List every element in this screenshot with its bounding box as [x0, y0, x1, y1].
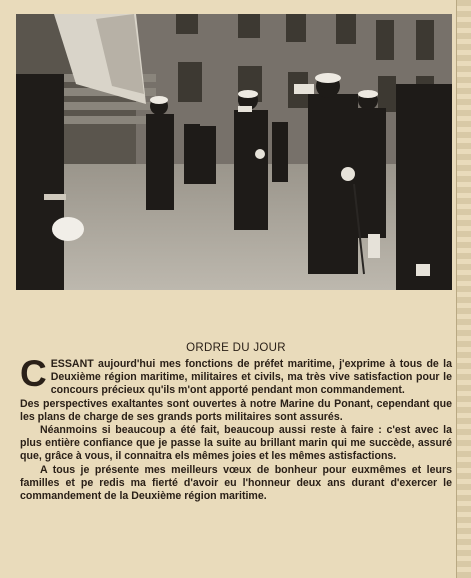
lead-word: ESSANT — [50, 358, 94, 370]
ceremony-photo — [16, 14, 452, 290]
drop-cap: C — [20, 353, 47, 394]
paragraph-3: Néanmoins si beaucoup a été fait, beaucoup aussi reste à faire : c'est avec la plus entière confiance que je passe la suite au brillant marin qui me succède, assuré que, grâce à vous, il connaitra els mêmes joies et les mêmes astisfactions. — [20, 424, 452, 463]
ceremony-photo-illustration — [16, 14, 452, 290]
article-heading: ORDRE DU JOUR — [186, 342, 286, 354]
paragraph-1-text: aujourd'hui mes fonctions de préfet maritime, j'exprime à tous de la Deuxième région maritime, militaires et civils, ma très vive satisfaction pour le concours précieux qu'ils m'ont apporté pendant mon commandement. — [50, 358, 452, 397]
torn-page-edge — [456, 0, 471, 578]
order-of-the-day-article — [20, 342, 452, 503]
paragraph-4: A tous je présente mes meilleurs vœux de bonheur pour euxmêmes et leurs familles et pe redis ma fierté d'avoir eu l'honneur deux ans durant d'exercer le commandement de la Deuxième région maritime. — [20, 463, 452, 503]
paragraph-2: Des perspectives exaltantes sont ouvertes à notre Marine du Ponant, cependant que les plans de charge de ses grands ports militaires sont assurés. — [20, 397, 452, 423]
paragraph-1 — [20, 353, 452, 398]
